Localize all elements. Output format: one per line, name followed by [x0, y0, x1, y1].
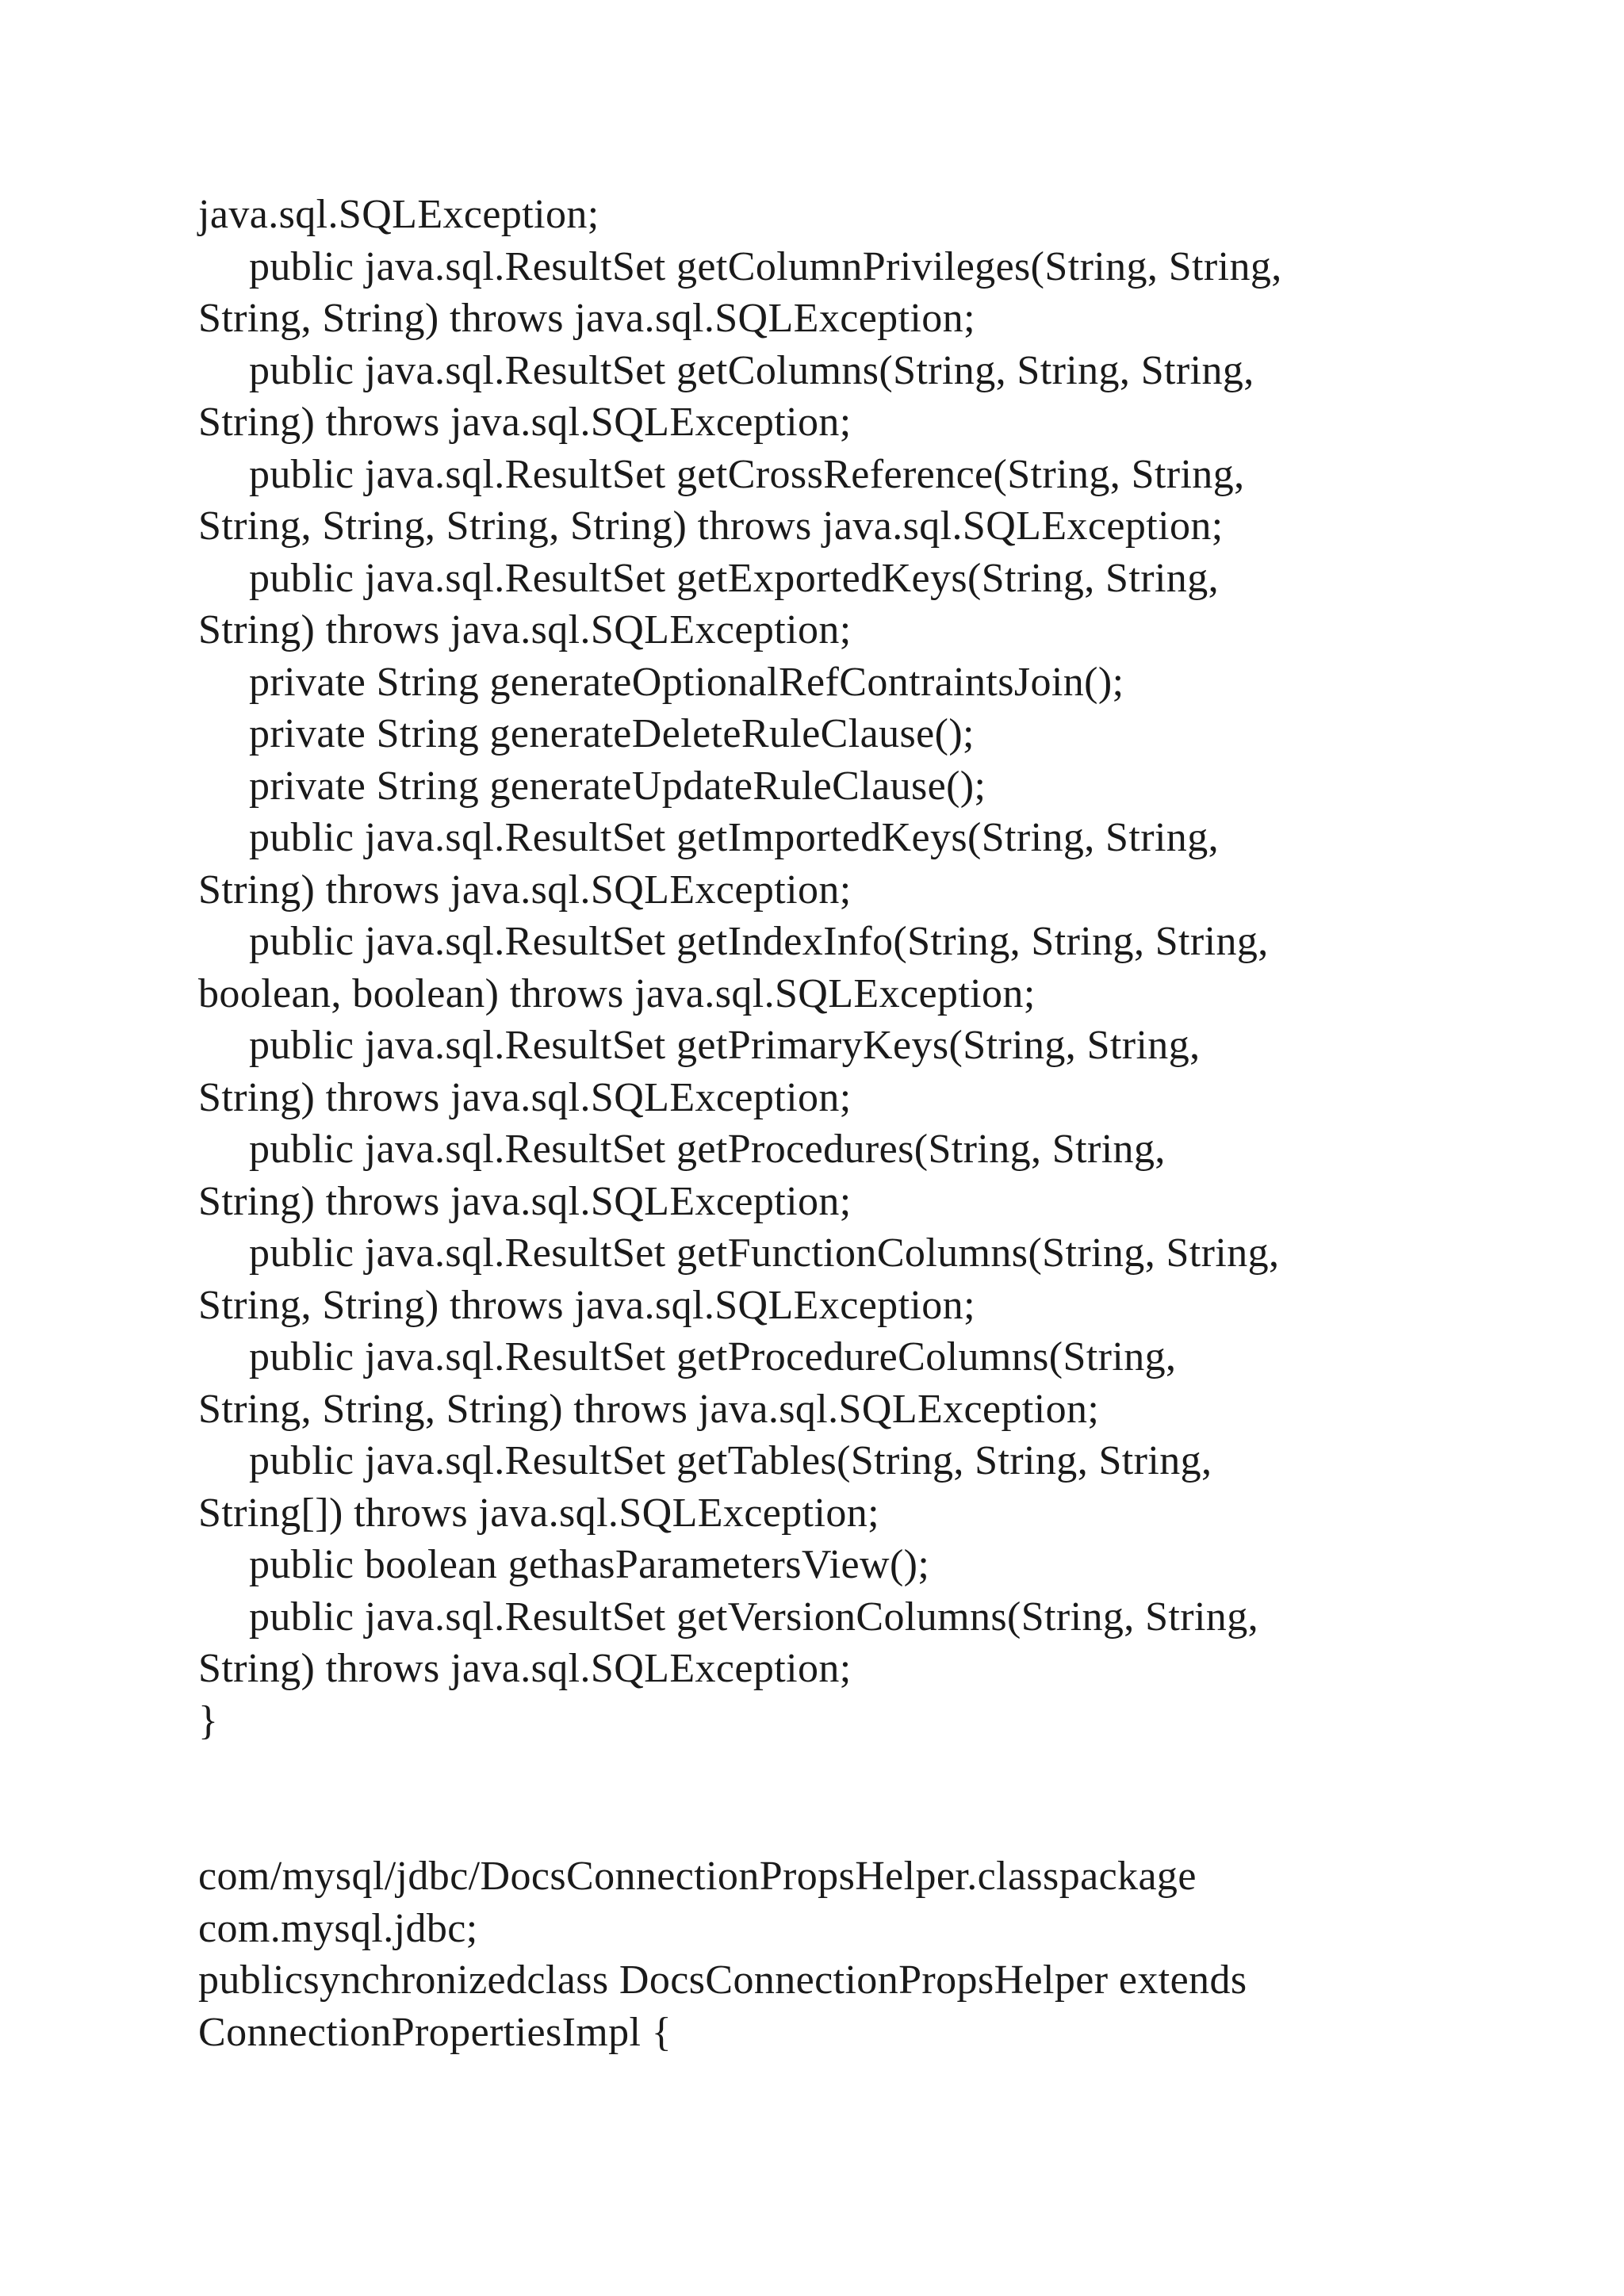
text-line: private String generateUpdateRuleClause();: [249, 763, 986, 809]
text-line: String, String, String, String) throws java.sql.SQLException;: [198, 503, 1224, 549]
text-line: String, String, String) throws java.sql.SQLException;: [198, 1386, 1100, 1432]
code-text-block: [198, 189, 1507, 2058]
text-line: ConnectionPropertiesImpl {: [198, 2009, 672, 2055]
text-line: public java.sql.ResultSet getVersionColumns(String, String,: [249, 1594, 1258, 1640]
text-line: public java.sql.ResultSet getTables(String, String, String,: [249, 1438, 1212, 1483]
text-line: com.mysql.jdbc;: [198, 1905, 478, 1951]
blank-line: [198, 1747, 1507, 1799]
text-line: com/mysql/jdbc/DocsConnectionPropsHelper.classpackage: [198, 1854, 1197, 1899]
text-line: String) throws java.sql.SQLException;: [198, 1646, 852, 1691]
text-line: public java.sql.ResultSet getPrimaryKeys(String, String,: [249, 1023, 1201, 1068]
closing-brace: }: [198, 1697, 219, 1743]
text-line: private String generateDeleteRuleClause();: [249, 711, 975, 756]
text-line: String) throws java.sql.SQLException;: [198, 867, 852, 913]
text-line: public java.sql.ResultSet getExportedKeys(String, String,: [249, 555, 1219, 601]
text-line: publicsynchronizedclass DocsConnectionPropsHelper extends: [198, 1957, 1247, 2003]
text-line: private String generateOptionalRefContraintsJoin();: [249, 659, 1124, 705]
text-line: String) throws java.sql.SQLException;: [198, 400, 852, 445]
text-line: String) throws java.sql.SQLException;: [198, 607, 852, 652]
text-line: public java.sql.ResultSet getColumnPrivileges(String, String,: [249, 243, 1282, 289]
text-line: String) throws java.sql.SQLException;: [198, 1074, 852, 1120]
text-line: public java.sql.ResultSet getProcedures(String, String,: [249, 1127, 1166, 1172]
text-line: String[]) throws java.sql.SQLException;: [198, 1490, 880, 1536]
text-line: public java.sql.ResultSet getProcedureColumns(String,: [249, 1334, 1177, 1380]
text-line: String, String) throws java.sql.SQLException;: [198, 1282, 975, 1328]
text-line: public java.sql.ResultSet getIndexInfo(String, String, String,: [249, 919, 1269, 964]
text-line: boolean, boolean) throws java.sql.SQLException;: [198, 970, 1036, 1016]
text-line: public boolean gethasParametersView();: [249, 1542, 930, 1587]
text-line: public java.sql.ResultSet getFunctionColumns(String, String,: [249, 1230, 1280, 1276]
blank-line: [198, 1799, 1507, 1851]
text-line: public java.sql.ResultSet getCrossReference(String, String,: [249, 451, 1245, 497]
text-line: public java.sql.ResultSet getColumns(String, String, String,: [249, 347, 1254, 393]
text-line: String) throws java.sql.SQLException;: [198, 1178, 852, 1224]
text-line: java.sql.SQLException;: [198, 192, 599, 237]
text-line: String, String) throws java.sql.SQLException;: [198, 296, 975, 341]
text-line: public java.sql.ResultSet getImportedKeys(String, String,: [249, 815, 1219, 860]
